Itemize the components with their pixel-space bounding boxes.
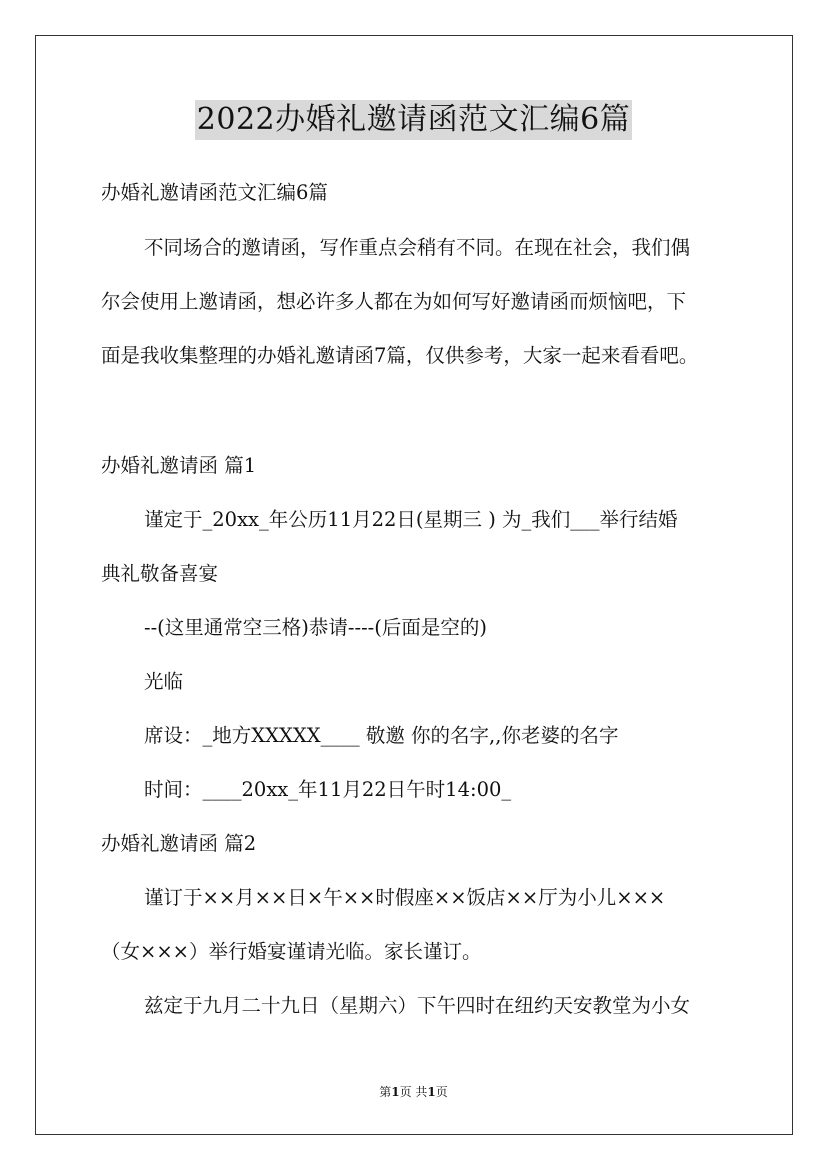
- document-title: 2022办婚礼邀请函范文汇编6篇: [195, 100, 632, 140]
- intro-line-1: 不同场合的邀请函，写作重点会稍有不同。在现在社会，我们偶: [144, 236, 691, 259]
- section1-heading: 办婚礼邀请函 篇1: [101, 454, 257, 477]
- intro-line-2: 尔会使用上邀请函，想必许多人都在为如何写好邀请函而烦恼吧，下: [101, 290, 687, 313]
- section2-line-2: （女×××）举行婚宴谨请光临。家长谨订。: [101, 940, 482, 963]
- intro-line-3: 面是我收集整理的办婚礼邀请函7篇，仅供参考，大家一起来看看吧。: [101, 344, 699, 367]
- section1-line-3: --(这里通常空三格)恭请----(后面是空的): [144, 616, 487, 639]
- footer-page-suffix: 页 共: [399, 1085, 428, 1099]
- section1-line-4: 光临: [144, 670, 184, 693]
- footer-page-prefix: 第: [379, 1085, 392, 1099]
- page-footer: [0, 1084, 827, 1100]
- section2-line-3: 兹定于九月二十九日（星期六）下午四时在纽约天安教堂为小女: [144, 994, 691, 1017]
- footer-total-suffix: 页: [435, 1085, 448, 1099]
- section2-heading: 办婚礼邀请函 篇2: [101, 832, 257, 855]
- section1-line-6: 时间：____20xx_年11月22日午时14:00_: [144, 778, 512, 801]
- footer-page-number: 1: [391, 1085, 400, 1099]
- title-wrap: [0, 100, 827, 140]
- section1-line-1: 谨定于_20xx_年公历11月22日(星期三 ) 为_我们___举行结婚: [144, 508, 678, 531]
- section1-line-5: 席设：_地方XXXXX____ 敬邀 你的名字,,你老婆的名字: [144, 724, 619, 747]
- document-subtitle: 办婚礼邀请函范文汇编6篇: [101, 181, 328, 204]
- section1-line-2: 典礼敬备喜宴: [101, 562, 219, 585]
- footer-total-number: 1: [427, 1085, 436, 1099]
- section2-line-1: 谨订于××月××日×午××时假座××饭店××厅为小儿×××: [144, 886, 666, 909]
